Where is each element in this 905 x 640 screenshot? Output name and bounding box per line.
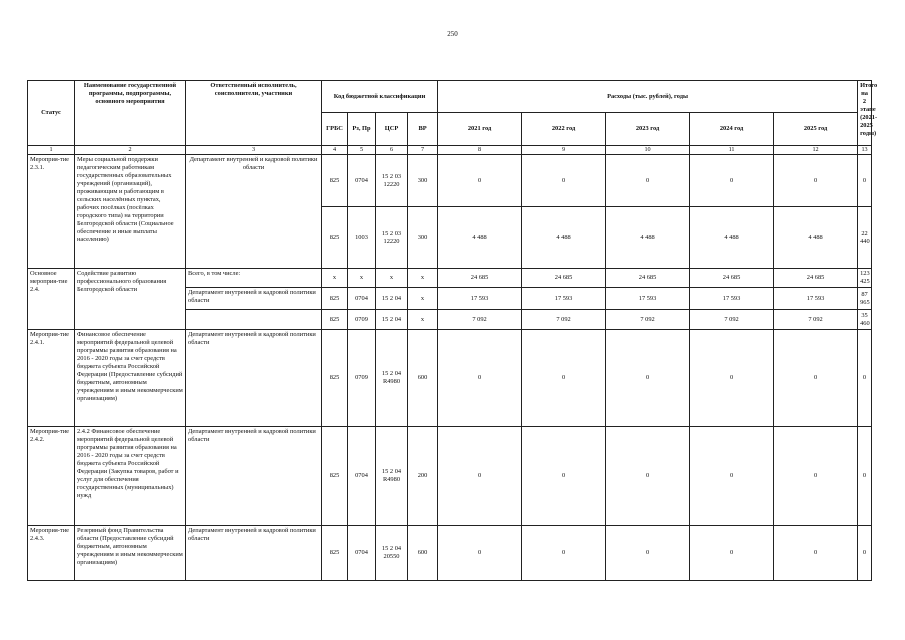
cell-grbs: 825	[322, 310, 348, 330]
column-number: 11	[690, 146, 774, 155]
cell-2021: 0	[438, 330, 522, 427]
cell-total: 87 965	[858, 288, 872, 310]
column-number: 2	[75, 146, 186, 155]
cell-vr: 600	[408, 526, 438, 581]
cell-2021: 0	[438, 427, 522, 526]
cell-2025: 17 593	[774, 288, 858, 310]
table-row	[28, 330, 872, 427]
cell-rzpr: 0704	[348, 155, 376, 207]
cell-2025: 4 488	[774, 207, 858, 269]
row-responsible: Департамент внутренней и кадровой политики области	[186, 330, 322, 427]
cell-2023: 0	[606, 155, 690, 207]
cell-vr: x	[408, 269, 438, 288]
cell-2024: 4 488	[690, 207, 774, 269]
row-responsible: Департамент внутренней и кадровой политики области	[186, 288, 322, 310]
cell-2023: 0	[606, 427, 690, 526]
cell-csr: x	[376, 269, 408, 288]
cell-vr: 600	[408, 330, 438, 427]
header-status: Статус	[28, 81, 75, 146]
cell-2025: 0	[774, 526, 858, 581]
cell-total: 0	[858, 330, 872, 427]
cell-total: 35 460	[858, 310, 872, 330]
row-status: Основное мероприя-тие 2.4.	[28, 269, 75, 330]
cell-2021: 0	[438, 526, 522, 581]
cell-2025: 7 092	[774, 310, 858, 330]
cell-2022: 17 593	[522, 288, 606, 310]
cell-2023: 4 488	[606, 207, 690, 269]
row-responsible: Департамент внутренней и кадровой политики области	[186, 427, 322, 526]
header-budget-code: Код бюджетной классификации	[322, 81, 438, 113]
cell-2023: 0	[606, 526, 690, 581]
cell-grbs: 825	[322, 526, 348, 581]
cell-2023: 24 685	[606, 269, 690, 288]
cell-2022: 24 685	[522, 269, 606, 288]
column-number: 10	[606, 146, 690, 155]
cell-2022: 0	[522, 427, 606, 526]
row-responsible: Всего, в том числе:	[186, 269, 322, 288]
cell-2022: 0	[522, 526, 606, 581]
cell-2021: 7 092	[438, 310, 522, 330]
cell-csr: 15 2 04 R4980	[376, 427, 408, 526]
table-row	[28, 526, 872, 581]
row-name: 2.4.2 Финансовое обеспечение мероприятий федеральной целевой программы развития образования на 2016 - 2020 годы за счет средств бюджета субъекта Российской Федерации (Закупка товаров, работ и услуг для обеспечения государственных (муниципальных) нужд	[75, 427, 186, 526]
cell-grbs: 825	[322, 427, 348, 526]
cell-csr: 15 2 04 20550	[376, 526, 408, 581]
cell-total: 0	[858, 155, 872, 207]
table-row	[28, 155, 872, 207]
cell-2022: 0	[522, 155, 606, 207]
cell-2022: 4 488	[522, 207, 606, 269]
cell-2021: 0	[438, 155, 522, 207]
row-name: Меры социальной поддержки педагогическим работникам государственных образовательных учреждений (организаций), проживающим и работающим в сельских населённых пунктах, рабочих посёлках (посёлках городского типа) на территории Белгородской области (Социальное обеспечение и иные выплаты населению)	[75, 155, 186, 269]
column-number: 8	[438, 146, 522, 155]
row-name: Резервный фонд Правительства области (Предоставление субсидий бюджетным, автономным учреждениям и иным некоммерческим организациям)	[75, 526, 186, 581]
row-status: Мероприя-тие 2.4.1.	[28, 330, 75, 427]
cell-2024: 0	[690, 427, 774, 526]
cell-2024: 0	[690, 155, 774, 207]
cell-total: 0	[858, 526, 872, 581]
cell-vr: x	[408, 288, 438, 310]
row-responsible: Департамент внутренней и кадровой политики области	[186, 155, 322, 269]
cell-2024: 0	[690, 330, 774, 427]
cell-2022: 7 092	[522, 310, 606, 330]
cell-total: 22 440	[858, 207, 872, 269]
cell-2023: 0	[606, 330, 690, 427]
cell-total: 0	[858, 427, 872, 526]
cell-vr: 300	[408, 155, 438, 207]
column-number: 12	[774, 146, 858, 155]
row-responsible	[186, 310, 322, 330]
cell-grbs: 825	[322, 288, 348, 310]
cell-2024: 24 685	[690, 269, 774, 288]
row-name: Финансовое обеспечение мероприятий федеральной целевой программы развития образования на 2016 - 2020 годы за счет средств бюджета субъекта Российской Федерации (Предоставление субсидий бюджетным, автономным учреждениям и иным некоммерческим организациям)	[75, 330, 186, 427]
cell-2024: 7 092	[690, 310, 774, 330]
cell-grbs: 825	[322, 207, 348, 269]
column-number: 1	[28, 146, 75, 155]
cell-csr: 15 2 03 12220	[376, 207, 408, 269]
header-name: Наименование государственной программы, подпрограммы, основного мероприятия	[75, 81, 186, 146]
cell-rzpr: 0704	[348, 526, 376, 581]
cell-2024: 17 593	[690, 288, 774, 310]
cell-vr: 200	[408, 427, 438, 526]
cell-2021: 24 685	[438, 269, 522, 288]
cell-grbs: 825	[322, 155, 348, 207]
column-number-row	[28, 146, 872, 155]
header-expenses: Расходы (тыс. рублей), годы	[438, 81, 858, 113]
column-number: 6	[376, 146, 408, 155]
cell-csr: 15 2 04	[376, 288, 408, 310]
cell-rzpr: x	[348, 269, 376, 288]
row-responsible: Департамент внутренней и кадровой политики области	[186, 526, 322, 581]
table-row	[28, 427, 872, 526]
cell-2025: 0	[774, 330, 858, 427]
cell-csr: 15 2 04 R4980	[376, 330, 408, 427]
cell-rzpr: 0709	[348, 330, 376, 427]
cell-2025: 0	[774, 427, 858, 526]
header-grbs: ГРБС	[322, 113, 348, 146]
column-number: 4	[322, 146, 348, 155]
table-row	[28, 269, 872, 288]
cell-rzpr: 0709	[348, 310, 376, 330]
row-status: Мероприя-тие 2.4.3.	[28, 526, 75, 581]
cell-vr: 300	[408, 207, 438, 269]
header-total: Итого на 2 этапе (2021-2025 годы)	[858, 81, 872, 146]
column-number: 5	[348, 146, 376, 155]
cell-2022: 0	[522, 330, 606, 427]
header-year-2024: 2024 год	[690, 113, 774, 146]
row-name: Содействие развитию профессионального образования Белгородской области	[75, 269, 186, 330]
cell-2023: 7 092	[606, 310, 690, 330]
cell-rzpr: 1003	[348, 207, 376, 269]
cell-rzpr: 0704	[348, 288, 376, 310]
header-responsible: Ответственный исполнитель, соисполнители, участники	[186, 81, 322, 146]
header-year-2025: 2025 год	[774, 113, 858, 146]
cell-csr: 15 2 04	[376, 310, 408, 330]
column-number: 3	[186, 146, 322, 155]
row-status: Мероприя-тие 2.4.2.	[28, 427, 75, 526]
cell-total: 123 425	[858, 269, 872, 288]
header-vr: ВР	[408, 113, 438, 146]
header-year-2021: 2021 год	[438, 113, 522, 146]
header-year-2023: 2023 год	[606, 113, 690, 146]
cell-csr: 15 2 03 12220	[376, 155, 408, 207]
column-number: 7	[408, 146, 438, 155]
cell-2025: 24 685	[774, 269, 858, 288]
cell-2021: 17 593	[438, 288, 522, 310]
cell-rzpr: 0704	[348, 427, 376, 526]
page-number: 250	[447, 30, 458, 38]
header-rzpr: Рз, Пр	[348, 113, 376, 146]
cell-2025: 0	[774, 155, 858, 207]
budget-table	[27, 80, 878, 581]
header-csr: ЦСР	[376, 113, 408, 146]
cell-2021: 4 488	[438, 207, 522, 269]
cell-grbs: 825	[322, 330, 348, 427]
cell-2024: 0	[690, 526, 774, 581]
header-year-2022: 2022 год	[522, 113, 606, 146]
row-status: Мероприя-тие 2.3.1.	[28, 155, 75, 269]
column-number: 9	[522, 146, 606, 155]
cell-vr: x	[408, 310, 438, 330]
cell-grbs: x	[322, 269, 348, 288]
cell-2023: 17 593	[606, 288, 690, 310]
column-number: 13	[858, 146, 872, 155]
